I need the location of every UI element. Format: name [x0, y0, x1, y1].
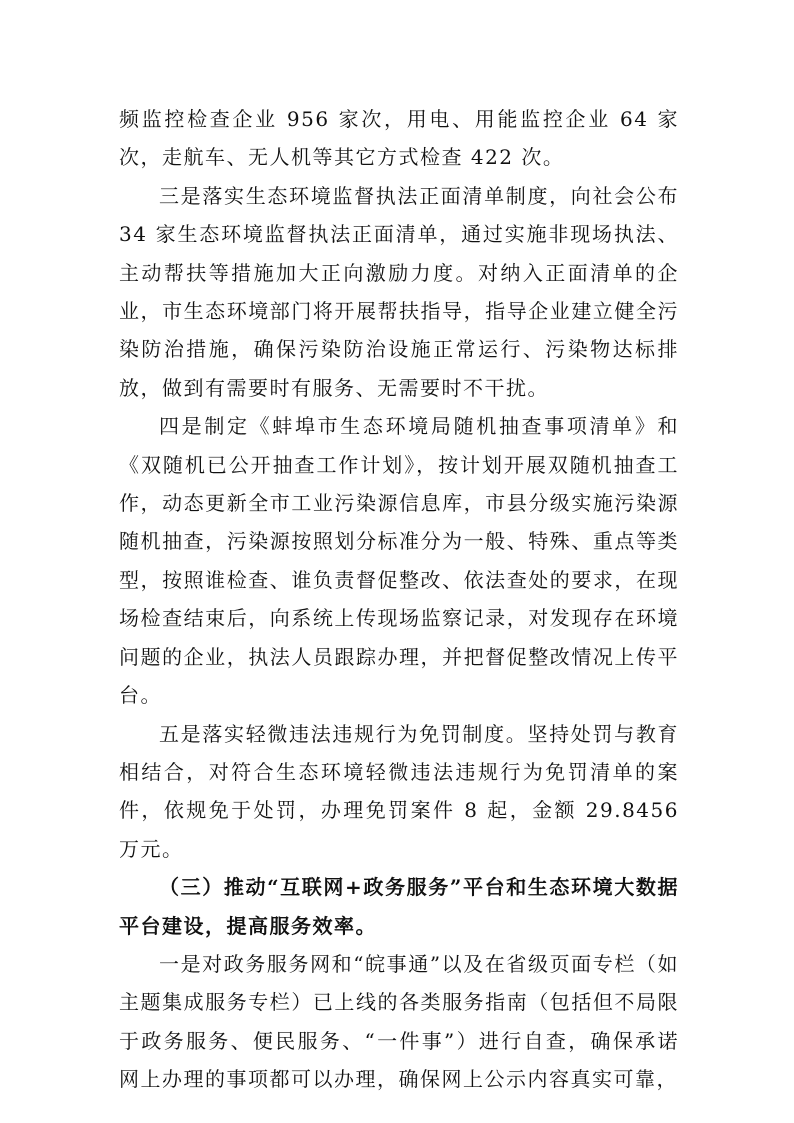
paragraph-random-inspection: 四是制定《蚌埠市生态环境局随机抽查事项清单》和《双随机已公开抽查工作计划》，按计划开展双随机抽查工作，动态更新全市工业污染源信息库，市县分级实施污染源随机抽查，污染源按照划分标准分为一般、特殊、重点等类型，按照谁检查、谁负责督促整改、依法查处的要求，在现场检查结束后，向系统上传现场监察记录，对发现存在环境问题的企业，执法人员跟踪办理，并把督促整改情况上传平台。	[119, 414, 679, 708]
section-heading: （三）推动“互联网+政务服务”平台和生态环境大数据平台建设，提高服务效率。	[119, 875, 679, 938]
paragraph-penalty-exemption: 五是落实轻微违法违规行为免罚制度。坚持处罚与教育相结合，对符合生态环境轻微违法违规行为免罚清单的案件，依规免于处罚，办理免罚案件 8 起，金额 29.8456 万元。	[119, 721, 679, 861]
paragraph-positive-list: 三是落实生态环境监督执法正面清单制度，向社会公布 34 家生态环境监督执法正面清单，通过实施非现场执法、主动帮扶等措施加大正向激励力度。对纳入正面清单的企业，市生态环境部门将开展帮扶指导，指导企业建立健全污染防治措施，确保污染防治设施正常运行、污染物达标排放，做到有需要时有服务、无需要时不干扰。	[119, 183, 679, 400]
paragraph-service-self-check: 一是对政务服务网和“皖事通”以及在省级页面专栏（如主题集成服务专栏）已上线的各类服务指南（包括但不局限于政务服务、便民服务、“一件事”）进行自查，确保承诺网上办理的事项都可以办理，确保网上公示内容真实可靠，	[119, 951, 679, 1092]
paragraph-continuation: 频监控检查企业 956 家次，用电、用能监控企业 64 家次，走航车、无人机等其它方式检查 422 次。	[119, 107, 679, 170]
document-body	[119, 100, 679, 1099]
